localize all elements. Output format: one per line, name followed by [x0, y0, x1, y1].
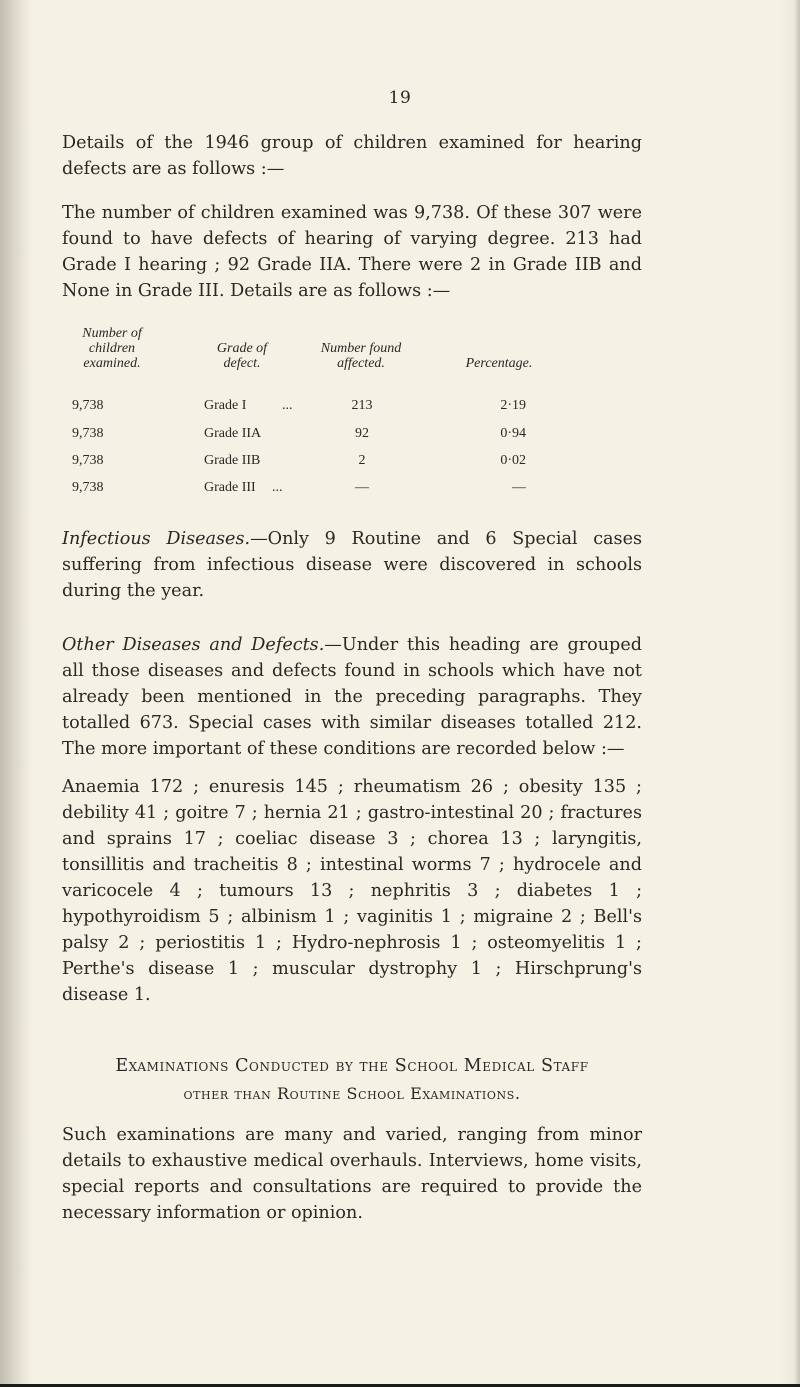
cell-percentage: 0·94: [500, 426, 526, 441]
header-percentage: [444, 356, 554, 371]
section-heading-line-2: other than Routine School Examinations.: [183, 1084, 521, 1103]
cell-percentage: —: [512, 480, 526, 495]
cell-percentage: 0·02: [500, 453, 526, 468]
conditions-paragraph: Anaemia 172 ; enuresis 145 ; rheumatism 26 ; obesity 135 ; debility 41 ; goitre 7 ; hernia 21 ; gastro-intestinal 20 ; fractures and sprains 17 ; coeliac disease 3 ; chorea 13 ; laryngitis, tonsillitis and tracheitis 8 ; intestinal worms 7 ; hydrocele and varicocele 4 ; tumours 13 ; nephritis 3 ; diabetes 1 ; hypothyroidism 5 ; albinism 1 ; vaginitis 1 ; migraine 2 ; Bell's palsy 2 ; periostitis 1 ; Hydro-nephrosis 1 ; osteomyelitis 1 ; Perthe's disease 1 ; muscular dystrophy 1 ; Hirschprung's disease 1.: [62, 777, 642, 1005]
cell-affected: —: [355, 480, 369, 495]
section-heading: [62, 1052, 642, 1108]
header-grade-of-defect: [192, 341, 292, 371]
header-children-examined: [62, 326, 162, 371]
header-line: examined.: [83, 356, 141, 371]
header-number-affected: [296, 341, 426, 371]
cell-examined: 9,738: [72, 480, 104, 495]
cell-grade: Grade I: [204, 398, 247, 413]
infectious-diseases-paragraph: [62, 526, 642, 604]
infectious-diseases-title: Infectious Diseases.: [62, 529, 251, 549]
binding-shadow: [0, 0, 30, 1387]
closing-paragraph: Such examinations are many and varied, ranging from minor details to exhaustive medical overhauls. Interviews, home visits, special reports and consultations are required to provide the necessary information or opinion.: [62, 1125, 642, 1223]
infectious-diseases-text: —Only 9 Routine and 6 Special cases suffering from infectious disease were discovered in schools during the year.: [62, 529, 643, 601]
other-diseases-text: —Under this heading are grouped all those diseases and defects found in schools which have not already been mentioned in the preceding paragraphs. They totalled 673. Special cases with similar diseases totalled 212. The more important of these conditions are recorded below :—: [62, 635, 642, 759]
other-diseases-title: Other Diseases and Defects.: [62, 635, 325, 655]
right-edge-shadow: [794, 0, 800, 1387]
cell-affected: 92: [355, 426, 369, 441]
header-line: children: [88, 341, 136, 356]
section-heading-line-1: Examinations Conducted by the School Medical Staff: [115, 1056, 589, 1076]
header-line: affected.: [337, 356, 385, 371]
cell-examined: 9,738: [72, 398, 104, 413]
page-content: [62, 130, 642, 1226]
cell-dots: ...: [272, 480, 283, 495]
cell-affected: 2: [358, 453, 366, 468]
cell-percentage: 2·19: [500, 398, 526, 413]
cell-grade: Grade IIB: [204, 453, 261, 468]
header-line: Grade of: [216, 341, 268, 356]
cell-grade: Grade III: [204, 480, 256, 495]
cell-grade: Grade IIA: [204, 426, 262, 441]
header-line: Percentage.: [465, 356, 533, 371]
cell-dots: ...: [282, 398, 293, 413]
hearing-paragraph: The number of children examined was 9,738. Of these 307 were found to have defects of hearing of varying degree. 213 had Grade I hearing ; 92 Grade IIA. There were 2 in Grade IIB and None in Grade III. Details are as follows :—: [62, 203, 642, 301]
other-diseases-paragraph: [62, 632, 642, 762]
intro-paragraph: Details of the 1946 group of children examined for hearing defects are as follows :—: [62, 133, 642, 179]
header-line: Number of: [82, 326, 142, 341]
cell-examined: 9,738: [72, 426, 104, 441]
cell-affected: 213: [351, 398, 373, 413]
header-line: Number found: [320, 341, 402, 356]
cell-examined: 9,738: [72, 453, 104, 468]
header-line: defect.: [223, 356, 261, 371]
hearing-table: [62, 326, 642, 496]
page-number: 19: [388, 88, 412, 108]
